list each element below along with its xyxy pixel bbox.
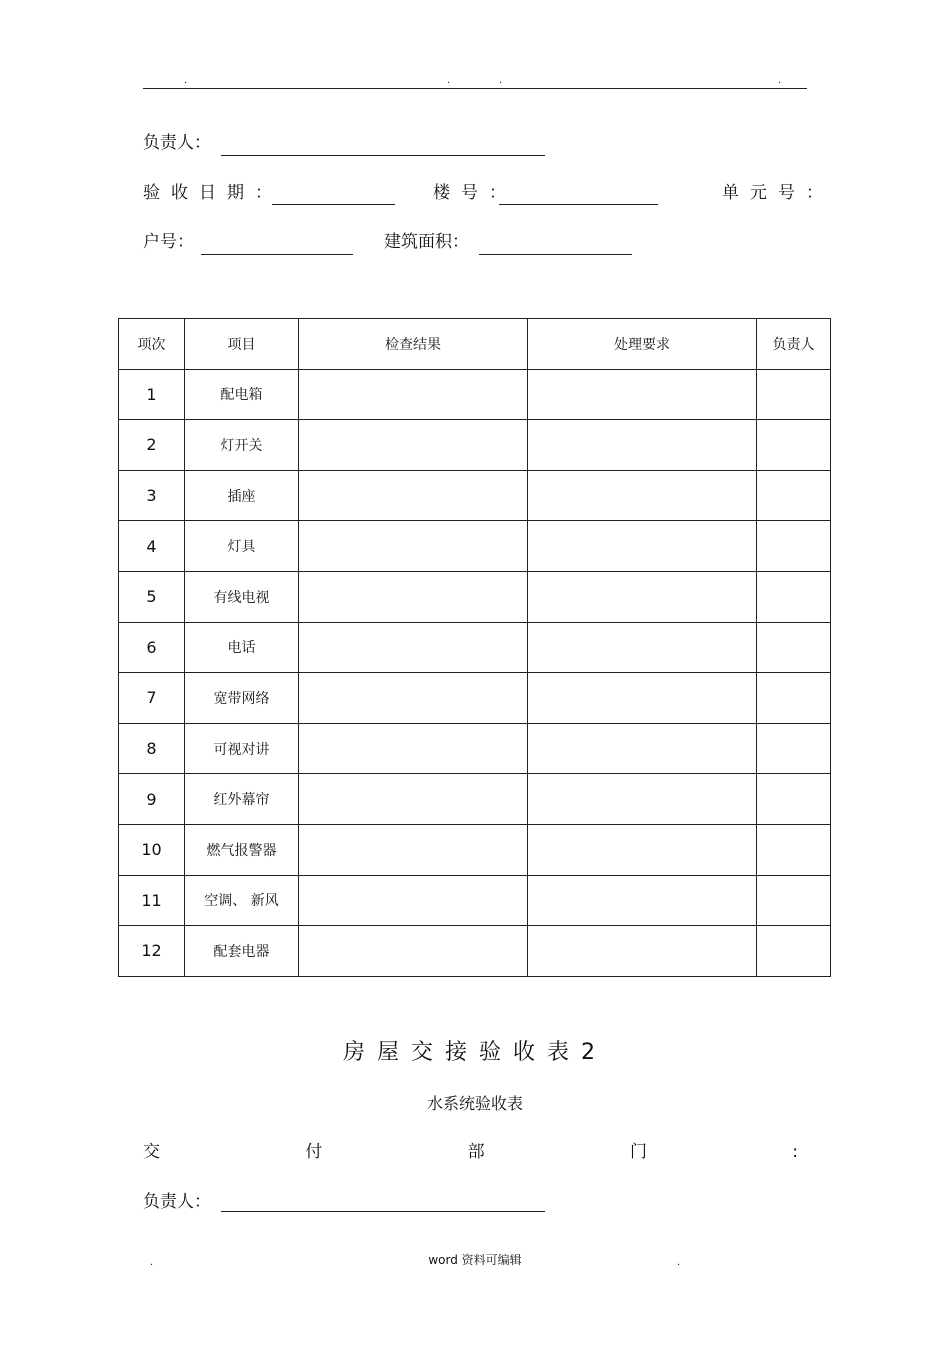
delivery-dept-row: [143, 1142, 798, 1162]
responsible-field[interactable]: [221, 155, 545, 156]
item-name-cell: 有线电视: [185, 571, 299, 622]
item-name-cell: 配套电器: [185, 926, 299, 977]
result-cell[interactable]: [299, 622, 528, 673]
table-header-row: [119, 319, 831, 370]
table-row: [119, 571, 831, 622]
building-label: 楼号：: [433, 183, 517, 203]
item-name-cell: 燃气报警器: [185, 824, 299, 875]
item-number-cell: 11: [119, 875, 185, 926]
header-dot: .: [499, 75, 503, 86]
item-number-cell: 5: [119, 571, 185, 622]
dept-char: 交: [143, 1142, 160, 1162]
requirement-cell[interactable]: [528, 875, 757, 926]
household-label: 户号：: [143, 232, 194, 252]
result-cell[interactable]: [299, 420, 528, 471]
header-dot: .: [778, 75, 782, 86]
table-row: [119, 926, 831, 977]
household-field[interactable]: [201, 254, 353, 255]
requirement-cell[interactable]: [528, 774, 757, 825]
header-dot: .: [447, 75, 451, 86]
item-number-cell: 2: [119, 420, 185, 471]
footer-dot-left: .: [150, 1257, 154, 1268]
requirement-cell[interactable]: [528, 571, 757, 622]
inspection-table: [118, 318, 831, 977]
result-cell[interactable]: [299, 673, 528, 724]
item-number-cell: 4: [119, 521, 185, 572]
dept-char: :: [792, 1142, 798, 1162]
item-name-cell: 灯开关: [185, 420, 299, 471]
result-cell[interactable]: [299, 521, 528, 572]
requirement-cell[interactable]: [528, 622, 757, 673]
item-number-cell: 7: [119, 673, 185, 724]
result-cell[interactable]: [299, 571, 528, 622]
result-cell[interactable]: [299, 774, 528, 825]
unit-label: 单元号：: [722, 183, 834, 203]
responsible-cell[interactable]: [757, 926, 831, 977]
requirement-cell[interactable]: [528, 369, 757, 420]
item-number-cell: 12: [119, 926, 185, 977]
responsible-cell[interactable]: [757, 369, 831, 420]
section2-responsible-label: 负责人：: [143, 1192, 211, 1212]
item-name-cell: 宽带网络: [185, 673, 299, 724]
item-name-cell: 配电箱: [185, 369, 299, 420]
requirement-cell[interactable]: [528, 420, 757, 471]
item-number-cell: 8: [119, 723, 185, 774]
table-row: [119, 369, 831, 420]
item-name-cell: 空调、 新风: [185, 875, 299, 926]
item-name-cell: 可视对讲: [185, 723, 299, 774]
table-body: [119, 369, 831, 976]
item-name-cell: 插座: [185, 470, 299, 521]
result-cell[interactable]: [299, 824, 528, 875]
result-cell[interactable]: [299, 926, 528, 977]
item-name-cell: 灯具: [185, 521, 299, 572]
header-dot: .: [184, 75, 188, 86]
section2-title: 房屋交接验收表2: [343, 1040, 607, 1065]
table-row: [119, 673, 831, 724]
responsible-cell[interactable]: [757, 875, 831, 926]
header-cell: 项次: [119, 319, 185, 370]
result-cell[interactable]: [299, 369, 528, 420]
header-rule: [143, 88, 807, 89]
header-cell: 检查结果: [299, 319, 528, 370]
header-cell: 项目: [185, 319, 299, 370]
result-cell[interactable]: [299, 723, 528, 774]
table-row: [119, 622, 831, 673]
item-number-cell: 9: [119, 774, 185, 825]
header-cell: 处理要求: [528, 319, 757, 370]
responsible-cell[interactable]: [757, 774, 831, 825]
footer-dot-right: .: [677, 1257, 681, 1268]
item-number-cell: 10: [119, 824, 185, 875]
table-row: [119, 824, 831, 875]
date-label: 验收日期：: [143, 183, 283, 203]
header-cell: 负责人: [757, 319, 831, 370]
responsible-cell[interactable]: [757, 521, 831, 572]
table-row: [119, 470, 831, 521]
footer-text: word 资料可编辑: [428, 1253, 522, 1267]
item-name-cell: 红外幕帘: [185, 774, 299, 825]
requirement-cell[interactable]: [528, 470, 757, 521]
date-field[interactable]: [272, 204, 395, 205]
requirement-cell[interactable]: [528, 824, 757, 875]
responsible-cell[interactable]: [757, 824, 831, 875]
table-row: [119, 875, 831, 926]
requirement-cell[interactable]: [528, 521, 757, 572]
result-cell[interactable]: [299, 875, 528, 926]
responsible-cell[interactable]: [757, 470, 831, 521]
item-name-cell: 电话: [185, 622, 299, 673]
area-label: 建筑面积：: [384, 232, 469, 252]
responsible-cell[interactable]: [757, 622, 831, 673]
requirement-cell[interactable]: [528, 926, 757, 977]
dept-char: 部: [467, 1142, 485, 1162]
section2-responsible-field[interactable]: [221, 1211, 545, 1212]
table-row: [119, 774, 831, 825]
item-number-cell: 6: [119, 622, 185, 673]
dept-char: 付: [305, 1142, 323, 1162]
building-field[interactable]: [499, 204, 658, 205]
table-row: [119, 723, 831, 774]
responsible-label: 负责人：: [143, 133, 211, 153]
responsible-cell[interactable]: [757, 571, 831, 622]
table-row: [119, 420, 831, 471]
requirement-cell[interactable]: [528, 673, 757, 724]
responsible-cell[interactable]: [757, 420, 831, 471]
section2-subtitle: 水系统验收表: [426, 1094, 523, 1113]
table-row: [119, 521, 831, 572]
dept-char: 门: [629, 1142, 647, 1162]
item-number-cell: 3: [119, 470, 185, 521]
responsible-cell[interactable]: [757, 723, 831, 774]
requirement-cell[interactable]: [528, 723, 757, 774]
area-field[interactable]: [479, 254, 632, 255]
item-number-cell: 1: [119, 369, 185, 420]
result-cell[interactable]: [299, 470, 528, 521]
responsible-cell[interactable]: [757, 673, 831, 724]
